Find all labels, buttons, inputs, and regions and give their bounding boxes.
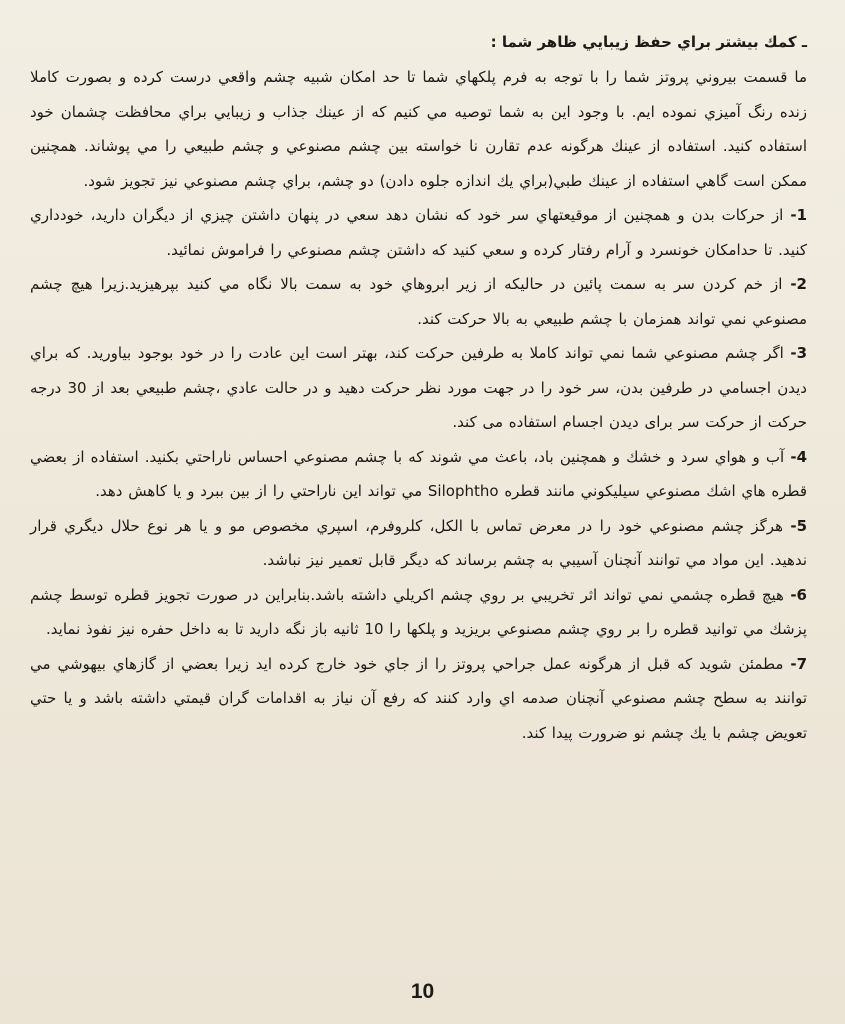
item-number: 7- bbox=[790, 654, 807, 673]
list-item-6 bbox=[30, 578, 807, 647]
list-item-1 bbox=[30, 198, 807, 267]
list-item-5 bbox=[30, 509, 807, 578]
item-number: 2- bbox=[790, 275, 807, 293]
item-text: مطمئن شويد كه قبل از هرگونه عمل جراحي پروتز را از جاي خود خارج كرده ايد زيرا بعضي از گازهاي بيهوشي مي توانند به سطح چشم مصنوعي آنچنان صدمه اي وارد كنند كه رفع آن نياز به اقدامات گران قيمتي داشته باشد و يا حتي تعويض چشم با يك چشم نو ضرورت پيدا كند. bbox=[30, 654, 807, 742]
item-number: 6- bbox=[790, 585, 807, 604]
item-text: از حركات بدن و همچنين از موقيعتهاي سر خود كه نشان دهد سعي در پنهان داشتن چيزي از ديگران داريد، خودداري كنيد. تا حدامكان خونسرد و آرام رفتار كرده و سعي كنيد كه داشتن چشم مصنوعي را فراموش نمائيد. bbox=[30, 206, 807, 259]
list-item-7 bbox=[30, 647, 807, 751]
page-number: 10 bbox=[410, 980, 435, 1003]
list-item-4 bbox=[30, 440, 807, 509]
item-number: 4- bbox=[790, 447, 807, 466]
item-number: 1- bbox=[790, 206, 807, 224]
item-text: از خم كردن سر به سمت پائين در حاليكه از زير ابروهاي خود به سمت بالا نگاه مي كنيد بپرهيزيد.زيرا هيچ چشم مصنوعي نمي تواند همزمان با چشم طبيعي به بالا حركت كند. bbox=[30, 275, 807, 328]
item-text: آب و هواي سرد و خشك و همچنين باد، باعث مي شوند كه با چشم مصنوعي احساس ناراحتي بكنيد. استفاده از بعضي قطره هاي اشك مصنوعي سيليكوني مانند قطره Silophtho مي تواند اين ناراحتي را از بين ببرد و يا كاهش دهد. bbox=[30, 447, 807, 500]
item-text: هيچ قطره چشمي نمي تواند اثر تخريبي بر روي چشم اكريلي داشته باشد.بنابراين در صورت تجويز قطره توسط چشم پزشك مي توانيد قطره را بر روي چشم مصنوعي بريزيد و پلكها را 10 ثانيه باز نگه داريد تا به داخل حفره نيز نفوذ نمايد. bbox=[30, 585, 807, 638]
list-item-3 bbox=[30, 336, 807, 440]
section-heading: ـ كمك بيشتر براي حفظ زيبايي ظاهر شما : bbox=[490, 33, 807, 51]
intro-paragraph: ما قسمت بيروني پروتز شما را با توجه به فرم پلكهاي شما تا حد امكان شبيه چشم واقعي درست كرده و بصورت كاملا زنده رنگ آميزي نموده ايم. با وجود اين به شما توصيه مي كنيم كه از عينك جذاب و زيبايي براي محافظت چشمان خود استفاده كنيد. استفاده از عينك هرگونه عدم تقارن نا خواسته بين چشم مصنوعي و چشم طبيعي را مي پوشاند. همچنين ممكن است گاهي استفاده از عينك طبي(براي يك اندازه جلوه دادن) دو چشم، براي چشم مصنوعي نيز تجويز شود. bbox=[30, 68, 807, 190]
list-item-2 bbox=[30, 267, 807, 336]
item-text: هرگز چشم مصنوعي خود را در معرض تماس با الكل، كلروفرم، اسپري مخصوص مو و يا هر نوع حلال ديگري قرار ندهيد. اين مواد مي توانند آنچنان آسيبي به چشم برساند كه ديگر قابل تعمير نيز نباشد. bbox=[30, 516, 807, 569]
item-number: 5- bbox=[790, 516, 807, 535]
item-text: اگر چشم مصنوعي شما نمي تواند كاملا به طرفين حركت كند، بهتر است اين عادت را در خود بوجود بياوريد. كه براي ديدن اجسامي در طرفين بدن، سر خود را در جهت مورد نظر حركت دهيد و در حالت عادي ،چشم طبيعي بعد از 30 درجه حركت از حركت سر براى ديدن اجسام استفاده مى كند. bbox=[30, 344, 807, 431]
item-number: 3- bbox=[790, 344, 807, 362]
